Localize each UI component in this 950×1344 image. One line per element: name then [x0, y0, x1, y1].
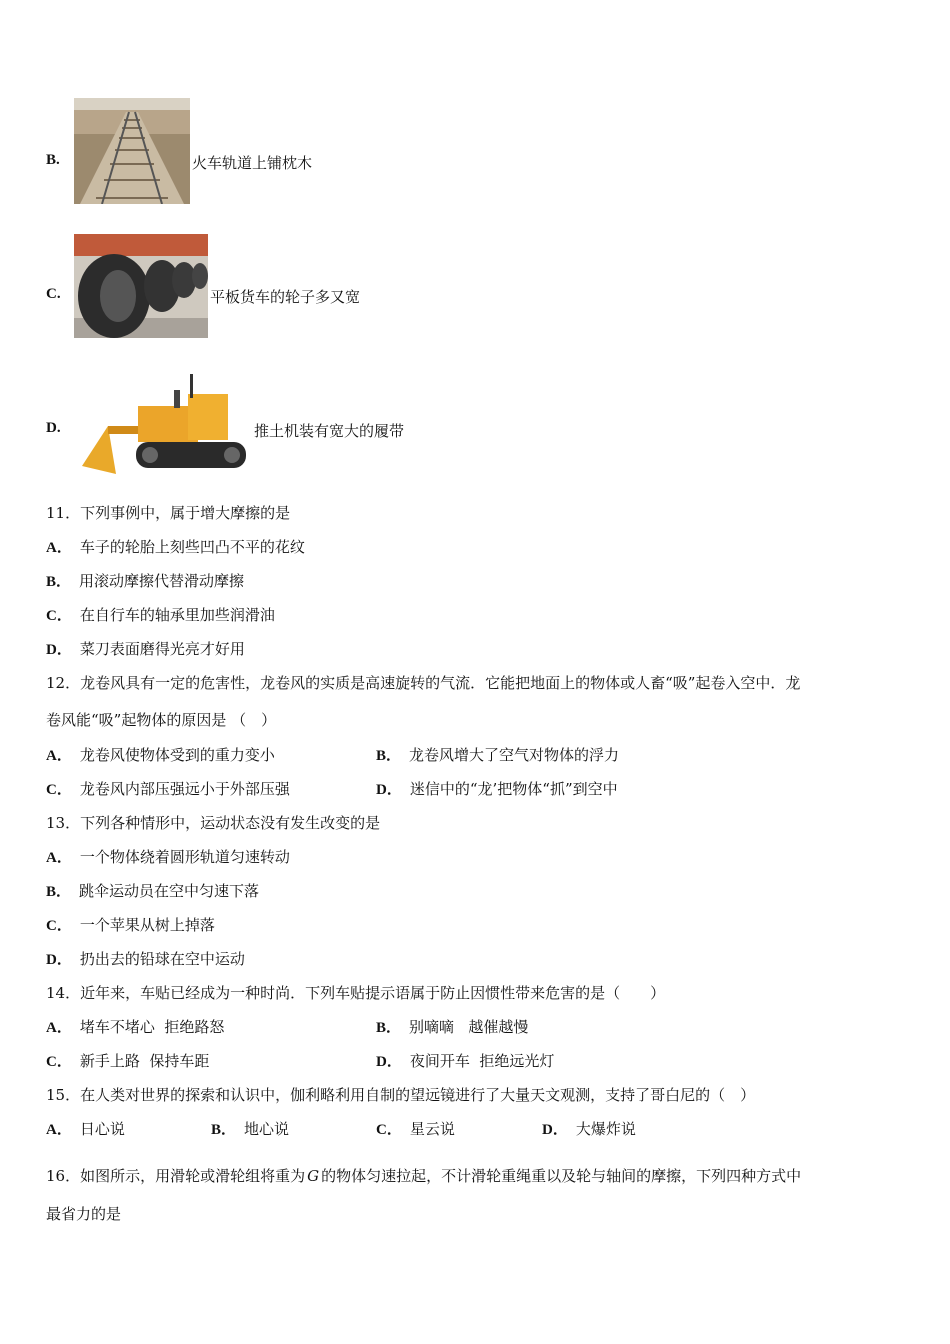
question-12-option-a[interactable]	[46, 745, 275, 766]
question-13-option-a[interactable]	[46, 847, 290, 868]
option-text: 用滚动摩擦代替滑动摩擦	[79, 572, 245, 590]
option-label: D．	[376, 782, 402, 798]
option-text: 大爆炸说	[575, 1120, 636, 1138]
question-14-option-d[interactable]	[376, 1051, 554, 1072]
question-11-option-b[interactable]	[46, 571, 244, 592]
option-text: 龙卷风增大了空气对物体的浮力	[409, 746, 620, 764]
question-13-option-d[interactable]	[46, 949, 245, 970]
question-15-option-b[interactable]	[211, 1119, 289, 1140]
question-14-option-a[interactable]	[46, 1017, 224, 1038]
question-11-option-c[interactable]	[46, 605, 275, 626]
option-label: D．	[542, 1122, 568, 1138]
option-label: D．	[376, 1054, 402, 1070]
question-12-stem-line2: 卷风能“吸”起物体的原因是 （ ）	[46, 711, 277, 729]
option-label: B．	[211, 1122, 237, 1138]
railway-sleepers-image	[74, 98, 190, 204]
option-label: C．	[46, 608, 72, 624]
option-text: 星云说	[409, 1120, 455, 1138]
option-text: 一个物体绕着圆形轨道匀速转动	[79, 848, 290, 866]
question-13-option-c[interactable]	[46, 915, 215, 936]
option-label: D.	[46, 420, 61, 436]
option-label: C．	[46, 782, 72, 798]
option-text: 车子的轮胎上刻些凹凸不平的花纹	[79, 538, 305, 556]
option-label: A．	[46, 748, 72, 764]
option-label: D．	[46, 642, 72, 658]
option-text: 菜刀表面磨得光亮才好用	[79, 640, 245, 658]
option-label: B.	[46, 152, 60, 168]
option-label: C．	[376, 1122, 402, 1138]
question-15-option-a[interactable]	[46, 1119, 125, 1140]
stem-text: 的物体匀速拉起，不计滑轮重绳重以及轮与轴间的摩擦，下列四种方式中	[321, 1167, 802, 1185]
option-label: C．	[46, 1054, 72, 1070]
option-label: B．	[376, 748, 402, 764]
question-14-stem: 14．近年来，车贴已经成为一种时尚．下列车贴提示语属于防止因惯性带来危害的是（ ）	[46, 984, 666, 1002]
option-label: C．	[46, 918, 72, 934]
option-label: A．	[46, 1020, 72, 1036]
question-13-option-b[interactable]	[46, 881, 259, 902]
option-text: 龙卷风使物体受到的重力变小	[79, 746, 275, 764]
option-text: 堵车不堵心 拒绝路怒	[79, 1018, 225, 1036]
option-caption: 推土机装有宽大的履带	[254, 422, 405, 440]
option-text: 夜间开车 拒绝远光灯	[409, 1052, 555, 1070]
question-14-option-c[interactable]	[46, 1051, 209, 1072]
option-label: D．	[46, 952, 72, 968]
option-text: 扔出去的铅球在空中运动	[79, 950, 245, 968]
question-13-stem: 13．下列各种情形中，运动状态没有发生改变的是	[46, 814, 381, 832]
option-label: B．	[46, 884, 72, 900]
question-12-option-b[interactable]	[376, 745, 619, 766]
option-text: 别嘀嘀 越催越慢	[409, 1018, 529, 1036]
variable-g: G	[307, 1167, 320, 1185]
question-15-option-d[interactable]	[542, 1119, 636, 1140]
question-16-stem-line1	[46, 1166, 801, 1186]
option-caption: 火车轨道上铺枕木	[192, 154, 313, 172]
question-12-option-d[interactable]	[376, 779, 618, 800]
option-text: 迷信中的“龙’把物体“抓”到空中	[409, 780, 618, 798]
question-11-stem: 11．下列事例中，属于增大摩擦的是	[46, 504, 291, 522]
option-label: A．	[46, 1122, 72, 1138]
option-text: 日心说	[79, 1120, 125, 1138]
bulldozer-image	[78, 366, 254, 478]
option-label: A．	[46, 850, 72, 866]
stem-text: 16．如图所示，用滑轮或滑轮组将重为	[46, 1167, 306, 1185]
question-12-stem-line1: 12．龙卷风具有一定的危害性，龙卷风的实质是高速旋转的气流．它能把地面上的物体或人畜“吸”起卷入空中．龙	[46, 674, 801, 692]
question-11-option-d[interactable]	[46, 639, 245, 660]
question-15-option-c[interactable]	[376, 1119, 455, 1140]
question-15-stem: 15．在人类对世界的探索和认识中，伽利略利用自制的望远镜进行了大量天文观测，支持了哥白尼的（ ）	[46, 1086, 756, 1104]
truck-wheels-image	[74, 234, 208, 338]
question-16-stem-line2: 最省力的是	[46, 1205, 122, 1223]
question-12-option-c[interactable]	[46, 779, 290, 800]
option-label: A．	[46, 540, 72, 556]
option-caption: 平板货车的轮子多又宽	[210, 288, 361, 306]
option-text: 跳伞运动员在空中匀速下落	[79, 882, 260, 900]
option-text: 地心说	[244, 1120, 290, 1138]
option-text: 新手上路 保持车距	[79, 1052, 210, 1070]
option-label: B．	[376, 1020, 402, 1036]
option-label: B．	[46, 574, 72, 590]
option-text: 一个苹果从树上掉落	[79, 916, 215, 934]
option-label: C.	[46, 286, 61, 302]
question-14-option-b[interactable]	[376, 1017, 528, 1038]
option-text: 在自行车的轴承里加些润滑油	[79, 606, 275, 624]
question-11-option-a[interactable]	[46, 537, 305, 558]
option-text: 龙卷风内部压强远小于外部压强	[79, 780, 290, 798]
